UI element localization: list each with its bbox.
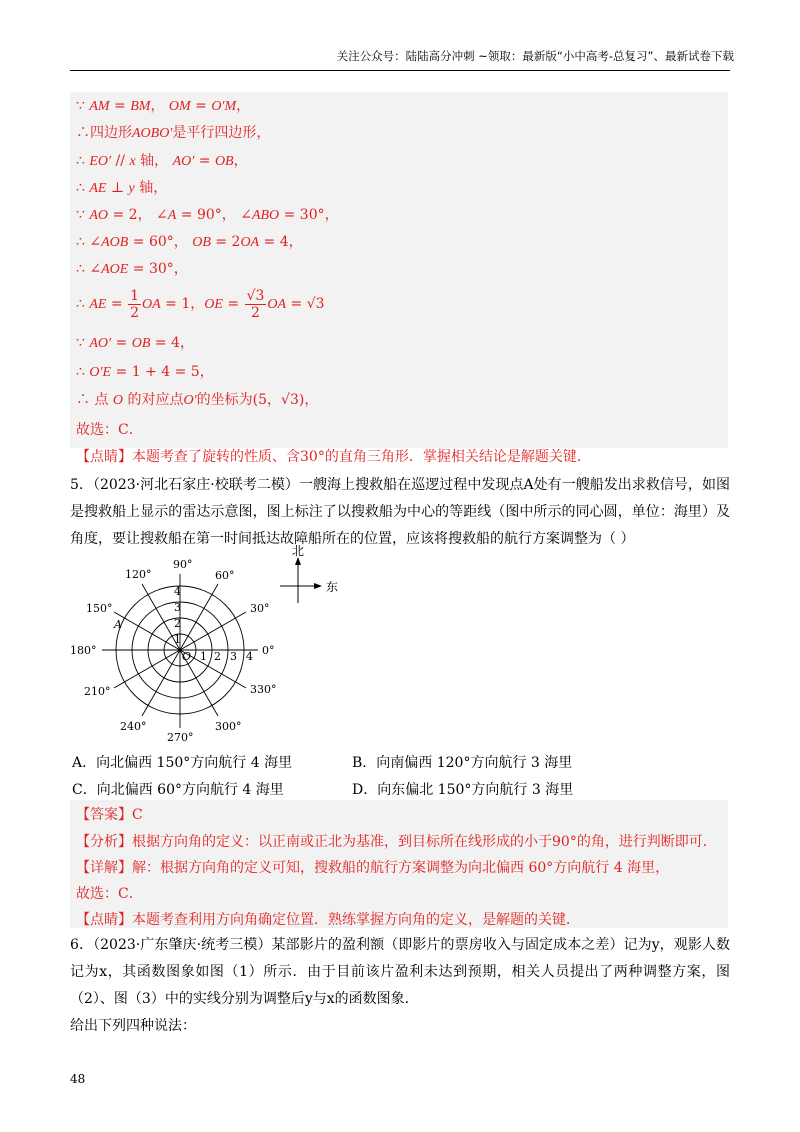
radar-ring-label-1: 1 — [174, 633, 181, 646]
east-arrow-icon — [314, 583, 322, 589]
answer-line: 【答案】C — [76, 807, 143, 823]
solution-line-2: ∴四边形AOBO′是平行四边形， — [76, 125, 271, 141]
radar-angle-0: 0° — [262, 644, 275, 657]
option-d[interactable]: D．向东偏北 150°方向航行 3 海里 — [352, 782, 574, 798]
solution-point: 【点睛】本题考查了旋转的性质、含30°的直角三角形．掌握相关结论是解题关键． — [76, 449, 591, 465]
radar-angle-30: 30° — [250, 602, 270, 615]
solution-line-7: ∴ ∠AOE = 30°， — [76, 261, 188, 277]
north-arrow-icon — [295, 557, 301, 565]
option-b[interactable]: B．向南偏西 120°方向航行 3 海里 — [352, 755, 573, 771]
question-6-text: 6．（2023·广东肇庆·统考三模）某部影片的盈利额（即影片的票房收入与固定成本之差）记为y，观影人数记为x，其函数图象如图（1）所示．由于目前该片盈利未达到预期，相关人员提出了两种调整方案，图（2）、图（3）中的实线分别为调整后y与x的函数图象． — [70, 937, 730, 1007]
solution-line-3: ∴ EO′ // x 轴， AO′ = OB， — [76, 153, 248, 169]
radar-angle-90: 90° — [173, 558, 193, 571]
fraction-sqrt3-half: $\frac{√3}{2}$ — [246, 287, 265, 321]
radar-angle-60: 60° — [215, 569, 235, 582]
radar-ring-label-2: 2 — [174, 617, 181, 630]
radar-ring-label-east-4: 4 — [246, 650, 253, 663]
solution-line-11: ∴ 点 O 的对应点O′的坐标为(5，√3)， — [76, 392, 319, 408]
solution-line-9: ∵ AO′ = OB = 4， — [76, 335, 194, 351]
radar-angle-270: 270° — [167, 731, 194, 742]
question-5-text: 5．（2023·河北石家庄·校联考二模）一艘海上搜救船在巡逻过程中发现点A处有一艘船发出求救信号，如图是搜救船上显示的雷达示意图，图上标注了以搜救船为中心的等距线（图中所示的同心圆，单位：海里）及角度，要让搜救船在第一时间抵达故障船所在的位置，应该将搜救船的航行方案调整为（ ） — [70, 477, 730, 547]
solution-choice: 故选：C． — [76, 422, 143, 438]
radar-angle-210: 210° — [84, 685, 111, 698]
point-line: 【点睛】本题考查利用方向角确定位置．熟练掌握方向角的定义，是解题的关键． — [76, 912, 580, 928]
option-c[interactable]: C．向北偏西 60°方向航行 4 海里 — [72, 782, 284, 798]
page-header: 关注公众号：陆陆高分冲刺 ~领取：最新版“小中高考-总复习”、最新试卷下载 — [336, 49, 734, 63]
page-number: 48 — [70, 1072, 86, 1086]
radar-point-a-label: A — [114, 618, 122, 631]
radar-angle-120: 120° — [125, 568, 152, 581]
analysis-line: 【分析】根据方向角的定义：以正南或正北为基准，到目标所在线形成的小于90°的角，进行判断即可． — [76, 834, 717, 850]
solution-line-4: ∴ AE ⊥ y 轴， — [76, 180, 168, 196]
choose-line: 故选：C． — [76, 886, 143, 902]
radar-ring-label-east-1: 1 — [200, 650, 207, 663]
question-6-next: 给出下列四种说法： — [70, 1018, 196, 1034]
radar-angle-300: 300° — [215, 720, 242, 733]
header-divider — [70, 70, 730, 71]
solution-line-5: ∵ AO = 2， ∠A = 90°， ∠ABO = 30°， — [76, 207, 339, 223]
detail-line: 【详解】解：根据方向角的定义可知，搜救船的航行方案调整为向北偏西 60°方向航行 4 海里， — [76, 860, 670, 876]
radar-angle-330: 330° — [250, 683, 277, 696]
fraction-half: $\frac{1}{2}$ — [130, 287, 140, 321]
radar-ring-label-4: 4 — [174, 585, 181, 598]
compass-north-label: 北 — [292, 545, 305, 558]
radar-ring-label-east-2: 2 — [214, 650, 221, 663]
solution-line-10: ∴ O′E = 1 + 4 = 5， — [76, 364, 214, 380]
radar-diagram — [70, 550, 285, 742]
radar-ring-label-east-3: 3 — [230, 650, 237, 663]
radar-angle-150: 150° — [86, 602, 113, 615]
compass-diagram — [278, 545, 350, 605]
compass-east-label: 东 — [326, 580, 339, 594]
radar-angle-240: 240° — [120, 720, 147, 733]
radar-angle-180: 180° — [70, 644, 97, 657]
solution-line-6: ∴ ∠AOB = 60°， OB = 2OA = 4， — [76, 234, 303, 250]
radar-ring-label-3: 3 — [174, 601, 181, 614]
radar-center-label: O — [182, 650, 192, 663]
option-a[interactable]: A．向北偏西 150°方向航行 4 海里 — [72, 755, 293, 771]
solution-line-8: ∴ AE = $\frac{1}{2}$ OA = 1，OE = $\frac{√3}{2}$ OA = √3 — [76, 287, 325, 321]
solution-line-1: ∵ AM = BM， OM = O′M， — [76, 98, 251, 114]
